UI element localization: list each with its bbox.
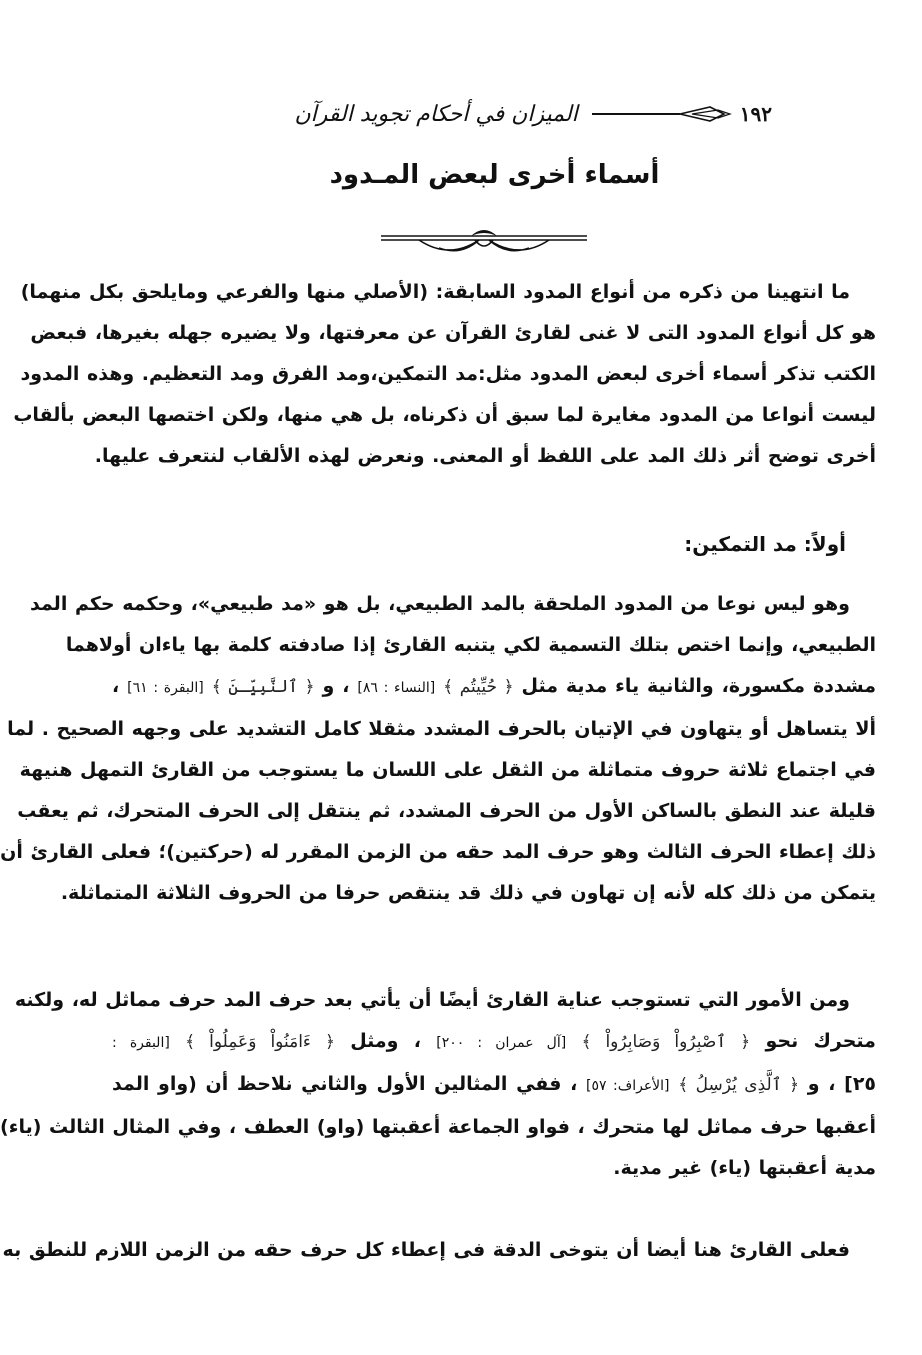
final-paragraph: [2, 1230, 876, 1271]
text-line: يتمكن من ذلك كله لأنه إن تهاون في ذلك قد ينتقص حرفا من الحروف الثلاثة المتماثلة.: [60, 882, 876, 904]
text-line: قليلة عند النطق بالساكن الأول من الحرف المشدد، ثم ينتقل إلى الحرف المتحرك، ثم يعقب: [17, 800, 876, 822]
text-line: [112, 1064, 876, 1107]
text-line: أعقبها حرف مماثل لها متحرك ، فواو الجماعة أعقبتها (واو) العطف ، وفي المثال الثالث (ياء): [0, 1116, 876, 1138]
text-line: الطبيعي، وإنما اختص بتلك التسمية لكي يتنبه القارئ إذا صادفته كلمة بها ياءان أولاهما: [65, 634, 876, 656]
text-line: مدية أعقبتها (ياء) غير مدية.: [613, 1157, 876, 1179]
text-line: هو كل أنواع المدود التى لا غنى لقارئ القرآن عن معرفتها، ولا يضيره جهله بغيرها، فبعض: [30, 322, 876, 344]
text-line: في اجتماع ثلاثة حروف متماثلة من الثقل على اللسان ما يستوجب من القارئ التمهل هنيهة: [19, 759, 876, 781]
text-line: فعلى القارئ هنا أيضا أن يتوخى الدقة فى إعطاء كل حرف حقه من الزمن اللازم للنطق به: [2, 1239, 850, 1261]
text-run: متحرك نحو: [765, 1030, 876, 1052]
similar-letter-paragraph: [0, 980, 877, 1189]
text-line: الكتب تذكر أسماء أخرى لبعض المدود مثل:مد التمكين،ومد الفرق ومد التعظيم. وهذه المدود: [20, 363, 876, 385]
section-heading: أولاً: مد التمكين:: [684, 532, 846, 556]
text-line: أخرى توضح أثر ذلك المد على اللفظ أو المعنى. ونعرض لهذه الألقاب لنتعرف عليها.: [94, 445, 876, 467]
text-run: ، ففي المثالين الأول والثاني نلاحظ أن (واو المد: [112, 1073, 578, 1095]
text-line: وهو ليس نوعا من المدود الملحقة بالمد الطبيعي، بل هو «مد طبيعي»، وحكمه حكم المد: [29, 593, 850, 615]
intro-paragraph: [13, 272, 876, 477]
page-number: ١٩٢: [739, 102, 772, 126]
verse-reference: [البقرة : ٦١]: [127, 680, 204, 696]
quran-verse: ﴿ ٱلنَّبِيِّـنَ ﴾: [211, 677, 315, 697]
text-run: ، ومثل: [350, 1030, 421, 1052]
text-line: ليست أنواعا من المدود مغايرة لما سبق أن ذكرناه، بل هي منها، ولكن اختصها البعض بألقاب: [13, 404, 876, 426]
text-line: [112, 1021, 876, 1064]
running-header: [172, 94, 772, 134]
text-run: ، و: [322, 675, 350, 697]
verse-reference: [النساء : ٨٦]: [357, 680, 436, 696]
header-rule-ornament: [592, 103, 732, 125]
quran-verse: ﴿ ءَامَنُواْ وَعَمِلُواْ ﴾: [185, 1032, 335, 1052]
text-run: ٢٥] ، و: [807, 1073, 877, 1095]
chapter-title: أسماء أخرى لبعض المـدود: [329, 160, 660, 190]
title-divider-ornament: [379, 222, 589, 262]
verse-reference: [الأعراف: ٥٧]: [585, 1078, 670, 1094]
text-run: ،: [112, 675, 120, 697]
text-line: ذلك إعطاء الحرف الثالث وهو حرف المد حقه من الزمن المقرر له (حركتين)؛ فعلى القارئ أن: [0, 841, 876, 863]
text-line: ألا يتساهل أو يتهاون في الإتيان بالحرف المشدد مثقلا كامل التشديد على وجهه الصحيح . لما: [7, 718, 876, 740]
quran-verse: ﴿ ٱلَّذِى يُرْسِلُ ﴾: [678, 1075, 800, 1095]
text-line: ما انتهينا من ذكره من أنواع المدود السابقة: (الأصلي منها والفرعي ومايلحق بكل منهما): [20, 281, 850, 303]
text-line: ومن الأمور التي تستوجب عناية القارئ أيضًا أن يأتي بعد حرف المد حرف مماثل له، ولكنه: [14, 989, 850, 1011]
quran-verse: ﴿ ٱصْبِرُواْ وَصَابِرُواْ ﴾: [581, 1032, 751, 1052]
verse-reference: [آل عمران : ٢٠٠]: [436, 1035, 567, 1051]
book-title: الميزان في أحكام تجويد القرآن: [294, 101, 578, 127]
tamkeen-paragraph: [0, 584, 876, 914]
quran-verse: ﴿ حُيِّيتُم ﴾: [443, 677, 514, 697]
verse-reference: [البقرة :: [112, 1035, 170, 1051]
text-line: [112, 666, 876, 709]
text-run: مشددة مكسورة، والثانية ياء مدية مثل: [521, 675, 876, 697]
